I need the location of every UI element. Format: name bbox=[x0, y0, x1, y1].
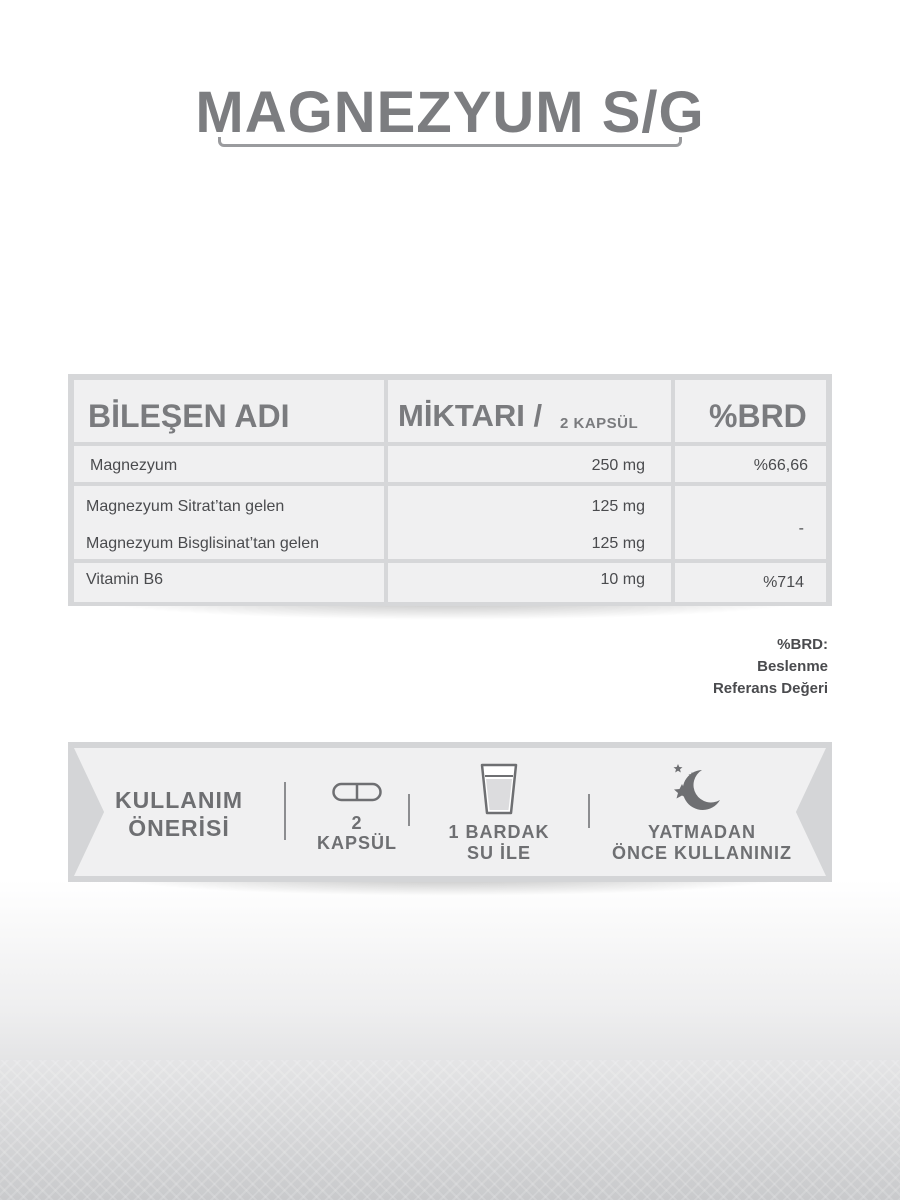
table-row-amount: 10 mg bbox=[388, 563, 671, 602]
brd-footnote bbox=[713, 634, 828, 700]
header-amount: MİKTARI / bbox=[398, 398, 543, 433]
table-row-brd: %66,66 bbox=[675, 446, 826, 482]
usage-label: KULLANIM ÖNERİSİ bbox=[114, 787, 244, 841]
usage-item-capsule: 2 KAPSÜL bbox=[316, 813, 397, 853]
usage-item-water: 1 BARDAK SU İLE bbox=[448, 822, 550, 863]
title-underline bbox=[218, 137, 682, 147]
header-name-cell bbox=[74, 380, 384, 442]
water-glass-icon bbox=[479, 762, 519, 816]
table-row-amount: 125 mg 125 mg bbox=[388, 486, 671, 559]
table-row-name: Magnezyum bbox=[74, 446, 384, 482]
header-name: BİLEŞEN ADI bbox=[88, 398, 290, 434]
usage-item-bedtime: YATMADAN ÖNCE KULLANINIZ bbox=[612, 822, 792, 863]
divider bbox=[588, 794, 590, 828]
table-row-brd: %714 bbox=[675, 563, 826, 602]
brd-note-line: Beslenme bbox=[757, 658, 828, 675]
capsule-icon bbox=[332, 782, 382, 802]
header-amount-cell bbox=[388, 380, 671, 442]
table-row-brd-merged: - bbox=[675, 486, 826, 559]
table-row-amount: 250 mg bbox=[388, 446, 671, 482]
divider bbox=[284, 782, 286, 840]
moon-stars-icon bbox=[668, 762, 724, 814]
divider bbox=[408, 794, 410, 826]
header-brd: %BRD bbox=[709, 398, 807, 434]
brd-note-line: %BRD: bbox=[777, 636, 828, 653]
table-row-name: Magnezyum Sitrat’tan gelen Magnezyum Bisglisinat’tan gelen bbox=[74, 486, 384, 559]
header-brd-cell bbox=[675, 380, 826, 442]
background-pattern bbox=[0, 1060, 900, 1200]
page-title: MAGNEZYUM S/G bbox=[195, 80, 705, 145]
header-amount-unit: 2 KAPSÜL bbox=[560, 415, 639, 432]
table-row-name: Vitamin B6 bbox=[74, 563, 384, 602]
ingredients-table bbox=[68, 374, 832, 606]
brd-note-line: Referans Değeri bbox=[712, 680, 828, 697]
